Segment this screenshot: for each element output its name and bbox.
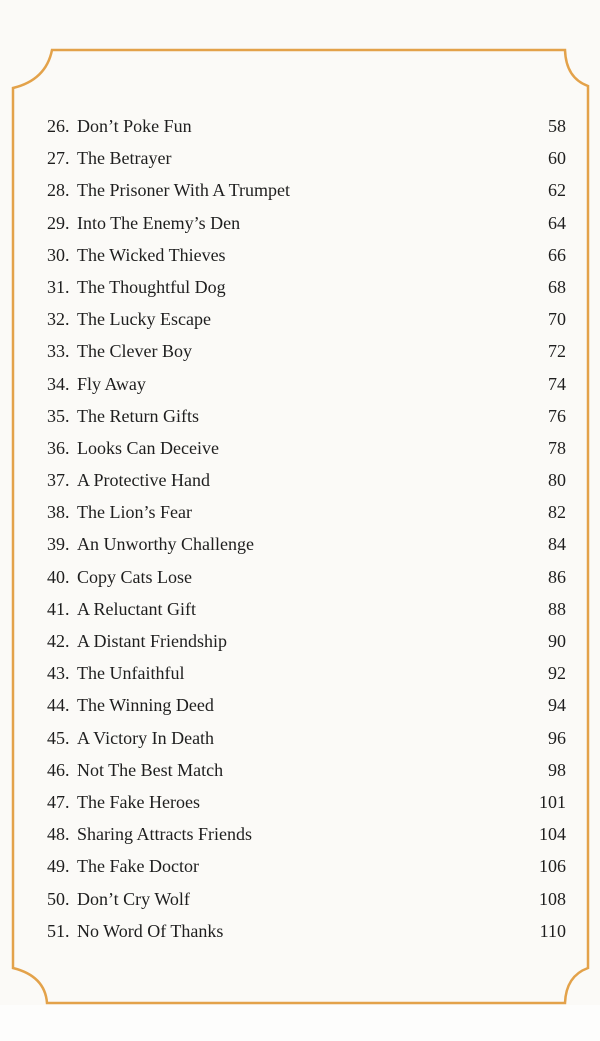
page-number: 88 [548, 598, 566, 619]
page-number: 78 [548, 437, 566, 458]
page-number: 86 [548, 566, 566, 587]
page-number: 66 [548, 244, 566, 265]
chapter-number: 51. [47, 920, 70, 941]
toc-entry [47, 470, 566, 502]
toc-entry-label [47, 180, 290, 201]
toc-entry-label [47, 277, 226, 298]
toc-entry-label [47, 309, 211, 330]
page-number: 80 [548, 470, 566, 491]
chapter-title: The Winning Deed [77, 695, 214, 716]
chapter-number: 45. [47, 727, 70, 748]
toc-entry-label [47, 760, 223, 781]
toc-entry-label [47, 148, 171, 169]
toc-entry [47, 695, 566, 727]
chapter-number: 29. [47, 212, 70, 233]
toc-entry-label [47, 631, 227, 652]
chapter-title: Not The Best Match [77, 759, 224, 780]
chapter-number: 37. [47, 470, 70, 491]
toc-entry-label [47, 824, 252, 845]
page-number: 64 [548, 212, 566, 233]
toc-entry [47, 438, 566, 470]
toc-entry [47, 567, 566, 599]
toc-entry-label [47, 599, 196, 620]
chapter-number: 31. [47, 276, 70, 297]
page-number: 106 [539, 856, 566, 877]
chapter-title: The Fake Heroes [77, 791, 200, 812]
toc-entry-label [47, 695, 214, 716]
page-number: 90 [548, 631, 566, 651]
toc-entry-label [47, 406, 199, 427]
toc-entry-label [47, 889, 190, 910]
page-number: 96 [548, 727, 566, 748]
chapter-number: 38. [47, 502, 70, 523]
toc-entry [47, 889, 566, 921]
chapter-number: 47. [47, 791, 70, 812]
page-number: 104 [539, 824, 566, 845]
chapter-title: Copy Cats Lose [77, 566, 192, 587]
chapter-number: 32. [47, 309, 70, 330]
toc-entry-label [47, 341, 192, 362]
toc-entry [47, 116, 566, 148]
chapter-title: The Return Gifts [77, 405, 199, 426]
chapter-title: The Lion’s Fear [77, 502, 192, 523]
toc-entry [47, 599, 566, 631]
toc-entry-label [47, 792, 200, 813]
toc-entry [47, 856, 566, 888]
toc-entry-label [47, 470, 210, 491]
page-number: 74 [548, 373, 566, 394]
chapter-title: A Protective Hand [77, 470, 210, 491]
toc-entry [47, 534, 566, 566]
toc-entry [47, 213, 566, 245]
chapter-title: Don’t Poke Fun [77, 116, 192, 136]
chapter-number: 27. [47, 148, 70, 169]
chapter-number: 49. [47, 856, 70, 877]
toc-entry [47, 374, 566, 406]
chapter-title: The Clever Boy [77, 341, 192, 362]
toc-entry-label [47, 728, 214, 749]
chapter-title: Looks Can Deceive [77, 437, 219, 458]
toc-entry-label [47, 534, 254, 555]
toc-entry-label [47, 374, 146, 395]
chapter-number: 39. [47, 534, 70, 555]
chapter-number: 28. [47, 180, 70, 201]
toc-entry-label [47, 856, 199, 877]
chapter-title: A Victory In Death [77, 727, 215, 748]
chapter-number: 34. [47, 373, 70, 394]
chapter-title: Into The Enemy’s Den [77, 212, 241, 233]
toc-entry-label [47, 245, 226, 266]
chapter-number: 40. [47, 566, 70, 587]
toc-entry-label [47, 116, 192, 137]
toc-entry-label [47, 213, 240, 234]
chapter-number: 42. [47, 631, 70, 651]
toc-entry-label [47, 921, 223, 942]
toc-entry [47, 148, 566, 180]
toc-entry [47, 309, 566, 341]
toc-entry-label [47, 438, 219, 459]
chapter-title: No Word Of Thanks [77, 920, 224, 941]
chapter-title: The Lucky Escape [77, 309, 211, 330]
page-number: 68 [548, 276, 566, 297]
toc-entry [47, 502, 566, 534]
page-number: 101 [539, 791, 566, 812]
page-number: 94 [548, 695, 566, 716]
toc-entry [47, 663, 566, 695]
page-number: 84 [548, 534, 566, 555]
chapter-number: 50. [47, 888, 70, 909]
chapter-number: 36. [47, 437, 70, 458]
page-number: 60 [548, 148, 566, 169]
chapter-title: A Reluctant Gift [77, 598, 196, 619]
chapter-title: The Prisoner With A Trumpet [77, 180, 290, 201]
toc-entry-label [47, 567, 192, 588]
chapter-number: 30. [47, 244, 70, 265]
page-number: 58 [548, 116, 566, 136]
page-number: 62 [548, 180, 566, 201]
chapter-number: 43. [47, 663, 70, 684]
page-number: 70 [548, 309, 566, 330]
page-number: 76 [548, 405, 566, 426]
chapter-title: The Fake Doctor [77, 856, 199, 877]
toc-entry [47, 245, 566, 277]
toc-entry [47, 824, 566, 856]
chapter-number: 44. [47, 695, 70, 716]
page-number: 108 [539, 888, 566, 909]
toc-entry [47, 180, 566, 212]
toc-entry [47, 631, 566, 663]
chapter-number: 26. [47, 116, 70, 136]
page-number: 72 [548, 341, 566, 362]
chapter-title: An Unworthy Challenge [77, 534, 254, 555]
chapter-title: The Thoughtful Dog [77, 276, 226, 297]
chapter-number: 48. [47, 824, 70, 845]
chapter-number: 41. [47, 598, 70, 619]
toc-entry [47, 277, 566, 309]
toc-entry-label [47, 663, 184, 684]
chapter-title: Sharing Attracts Friends [77, 824, 252, 845]
chapter-title: A Distant Friendship [77, 631, 228, 651]
toc-entry [47, 792, 566, 824]
chapter-title: Don’t Cry Wolf [77, 888, 190, 909]
page-number: 92 [548, 663, 566, 684]
chapter-title: The Unfaithful [77, 663, 185, 684]
toc-entry [47, 406, 566, 438]
chapter-title: The Betrayer [77, 148, 172, 169]
chapter-number: 33. [47, 341, 70, 362]
chapter-title: Fly Away [77, 373, 146, 394]
page-bottom-margin [0, 1005, 600, 1041]
page-number: 82 [548, 502, 566, 523]
chapter-title: The Wicked Thieves [77, 244, 226, 265]
toc-entry [47, 760, 566, 792]
chapter-number: 46. [47, 759, 70, 780]
page-number: 110 [539, 920, 566, 941]
chapter-number: 35. [47, 405, 70, 426]
toc-entry-label [47, 502, 192, 523]
toc-entry [47, 341, 566, 373]
toc-entry [47, 921, 566, 953]
toc-entry [47, 728, 566, 760]
table-of-contents [47, 116, 566, 953]
page-number: 98 [548, 759, 566, 780]
